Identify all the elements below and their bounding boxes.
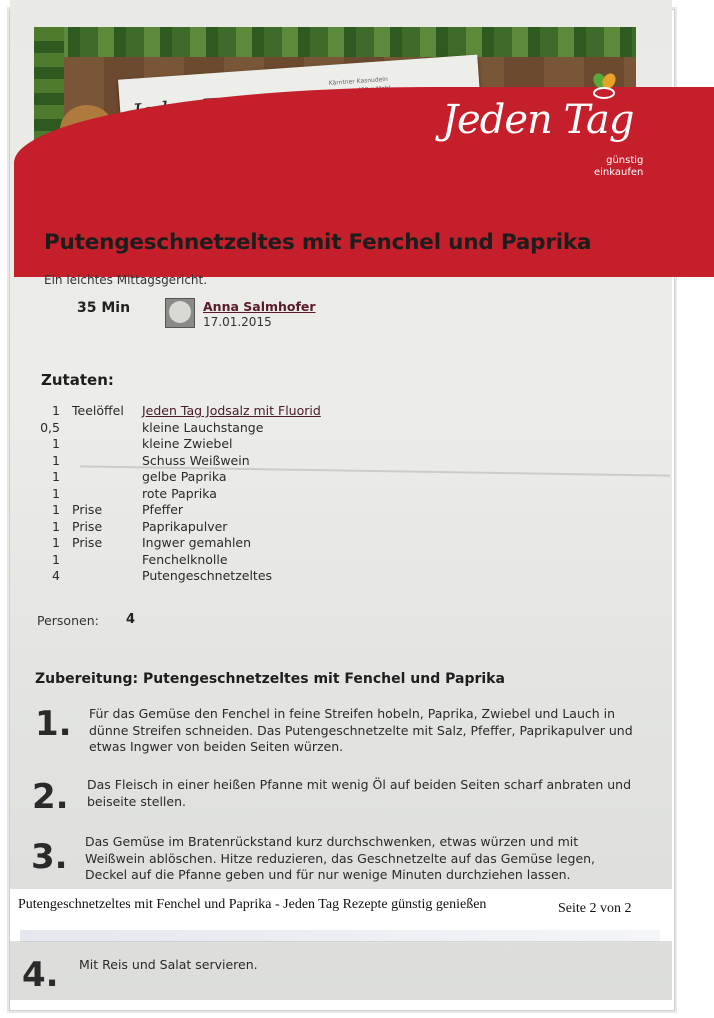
step-text — [89, 706, 634, 756]
ingredient-name-cell — [142, 552, 321, 569]
ingredient-quantity: 1 — [52, 436, 60, 451]
ingredient-quantity: 1 — [52, 518, 60, 534]
step-text — [79, 957, 624, 974]
ingredient-quantity: 1 — [52, 485, 60, 501]
ingredient-name-cell — [142, 403, 321, 420]
step-line: beiseite stellen. — [87, 793, 186, 809]
recipe-title: Putengeschnetzeltes mit Fenchel und Paprika — [44, 230, 592, 255]
step-line: Mit Reis und Salat servieren. — [79, 957, 258, 972]
ingredient-name-cell — [142, 469, 321, 486]
faint-header-bleed — [20, 930, 660, 942]
step-line: Das Gemüse im Bratenrückstand kurz durchschwenken, etwas würzen und mit — [85, 834, 579, 849]
step-line: Deckel auf die Pfanne geben und für nur wenige Minuten durchziehen lassen. — [85, 867, 571, 882]
header-banner — [34, 27, 644, 225]
ingredient-quantity: 1 — [52, 403, 60, 418]
author-link[interactable]: Anna Salmhofer — [203, 299, 316, 314]
ingredient-name: gelbe Paprika — [142, 469, 227, 484]
ingredient-name-cell — [142, 519, 321, 536]
step-text — [87, 777, 632, 810]
preparation-heading: Zubereitung: Putengeschnetzeltes mit Fenchel und Paprika — [35, 671, 505, 687]
ingredient-unit: Teelöffel — [72, 403, 124, 418]
step-text — [85, 834, 630, 884]
ingredient-unit — [68, 568, 142, 585]
ingredient-unit — [68, 436, 142, 453]
persons-value: 4 — [126, 612, 136, 627]
step-line: Das Fleisch in einer heißen Pfanne mit wenig Öl auf beiden Seiten scharf anbraten und — [87, 777, 632, 792]
ingredient-name: Ingwer gemahlen — [142, 535, 252, 550]
ingredient-row — [26, 519, 321, 536]
ingredient-quantity: 4 — [52, 568, 60, 583]
step-line: Für das Gemüse den Fenchel in feine Streifen hobeln, Paprika, Zwiebel und Lauch in — [89, 706, 616, 721]
ingredient-quantity: 1 — [52, 469, 60, 484]
ingredient-name-cell — [142, 568, 321, 585]
ingredient-name: rote Paprika — [142, 485, 217, 501]
author-date: 17.01.2015 — [203, 315, 272, 329]
herbs-top-decoration — [34, 27, 636, 57]
page-footer-title: Putengeschnetzeltes mit Fenchel und Paprika - Jeden Tag Rezepte günstig genießen — [18, 897, 487, 912]
ingredient-row — [26, 535, 321, 552]
ingredient-unit: Prise — [72, 535, 103, 550]
ingredient-row — [26, 486, 321, 503]
ingredient-unit — [68, 486, 142, 503]
recipe-subtitle: Ein leichtes Mittagsgericht. — [44, 273, 208, 287]
step-number: 4. — [22, 955, 59, 995]
ingredient-row — [26, 436, 321, 453]
ingredient-name: kleine Lauchstange — [142, 419, 264, 435]
ingredient-row — [26, 502, 321, 519]
ingredient-quantity: 1 — [52, 502, 60, 517]
ingredient-name-link[interactable]: Jeden Tag Jodsalz mit Fluorid — [142, 403, 321, 418]
ingredient-unit — [68, 420, 142, 437]
ingredient-unit: Prise — [72, 502, 103, 517]
ingredient-name: Paprikapulver — [142, 518, 228, 534]
ingredient-name-cell — [142, 502, 321, 519]
ingredients-table — [26, 403, 321, 585]
step-number: 3. — [31, 837, 68, 877]
ingredient-quantity: 1 — [52, 535, 60, 550]
step-number: 1. — [35, 704, 72, 744]
book-recipe-title: Kärntner Kasnudeln — [328, 75, 389, 88]
ingredient-name-cell — [142, 486, 321, 503]
ingredient-unit — [68, 469, 142, 486]
step-line: etwas Ingwer von beiden Seiten würzen. — [89, 739, 344, 754]
red-base-band — [34, 197, 636, 225]
ingredient-name-cell — [142, 535, 321, 552]
ingredients-heading: Zutaten: — [41, 371, 114, 389]
ingredient-quantity: 0,5 — [40, 419, 60, 435]
ingredient-unit — [68, 453, 142, 470]
avatar — [165, 298, 195, 328]
persons-label: Personen: — [37, 613, 99, 628]
ingredient-unit — [68, 552, 142, 569]
ingredient-name-cell — [142, 453, 321, 470]
page-number: Seite 2 von 2 — [558, 901, 632, 916]
ingredient-name: Fenchelknolle — [142, 551, 228, 567]
ingredient-row — [26, 552, 321, 569]
ingredient-quantity: 1 — [52, 551, 60, 567]
ingredient-row — [26, 420, 321, 437]
ingredient-row — [26, 568, 321, 585]
ingredient-name: Schuss Weißwein — [142, 452, 250, 468]
recipe-duration: 35 Min — [77, 300, 131, 316]
ingredient-name: Pfeffer — [142, 502, 184, 517]
ingredient-name: kleine Zwiebel — [142, 436, 233, 451]
tagline-line1: günstig — [606, 155, 644, 166]
ingredient-row — [26, 469, 321, 486]
ingredient-quantity: 1 — [52, 452, 60, 468]
tagline-line2: einkaufen — [594, 167, 644, 178]
ingredient-name-cell — [142, 436, 321, 453]
brand-tagline — [594, 155, 643, 179]
ingredient-row — [26, 453, 321, 470]
step-line: Weißwein ablöschen. Hitze reduzieren, das Geschnetzelte auf das Gemüse legen, — [85, 850, 596, 866]
ingredient-name: Putengeschnetzeltes — [142, 568, 273, 583]
brand-logo: Jeden Tag — [442, 97, 634, 143]
step-line: dünne Streifen schneiden. Das Putengeschnetzelte mit Salz, Pfeffer, Paprikapulver und — [89, 722, 633, 738]
ingredient-name-cell — [142, 420, 321, 437]
step-number: 2. — [32, 777, 69, 817]
ingredient-row — [26, 403, 321, 420]
ingredient-unit: Prise — [72, 518, 103, 534]
